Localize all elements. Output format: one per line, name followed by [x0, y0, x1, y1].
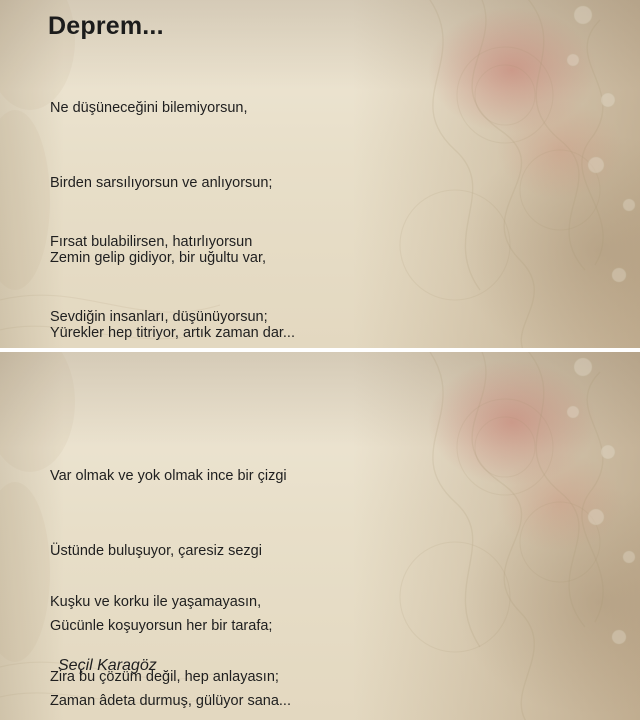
poem-line: Zira bu çözüm değil, hep anlayasın; [50, 669, 279, 685]
poem-line: Kuşku ve korku ile yaşamayasın, [50, 594, 262, 610]
poem-line: Gücünle koşuyorsun her bir tarafa; [50, 618, 273, 634]
poem-line: Birden sarsılıyorsun ve anlıyorsun; [50, 175, 273, 191]
poem-line: Üstünde buluşuyor, çaresiz sezgi [50, 543, 262, 559]
stanza-2 [50, 180, 292, 348]
poem-line: Ne düşüneceğini bilemiyorsun, [50, 100, 248, 116]
poem-line: Zaman âdeta durmuş, gülüyor sana... [50, 693, 291, 709]
poem-line: Zemin gelip gidiyor, bir uğultu var, [50, 250, 266, 266]
bottom-panel [0, 352, 640, 720]
stanza-4 [50, 540, 279, 720]
page-title: Deprem... [48, 12, 164, 40]
top-panel [0, 0, 640, 348]
poem-line: Yürekler hep titriyor, artık zaman dar... [50, 325, 295, 341]
author-signature: Seçil Karagöz [58, 657, 157, 674]
poem-line: Fırsat bulabilirsen, hatırlıyorsun [50, 234, 253, 250]
poem-line: Var olmak ve yok olmak ince bir çizgi [50, 468, 287, 484]
poem-line: Sevdiğin insanları, düşünüyorsun; [50, 309, 268, 325]
